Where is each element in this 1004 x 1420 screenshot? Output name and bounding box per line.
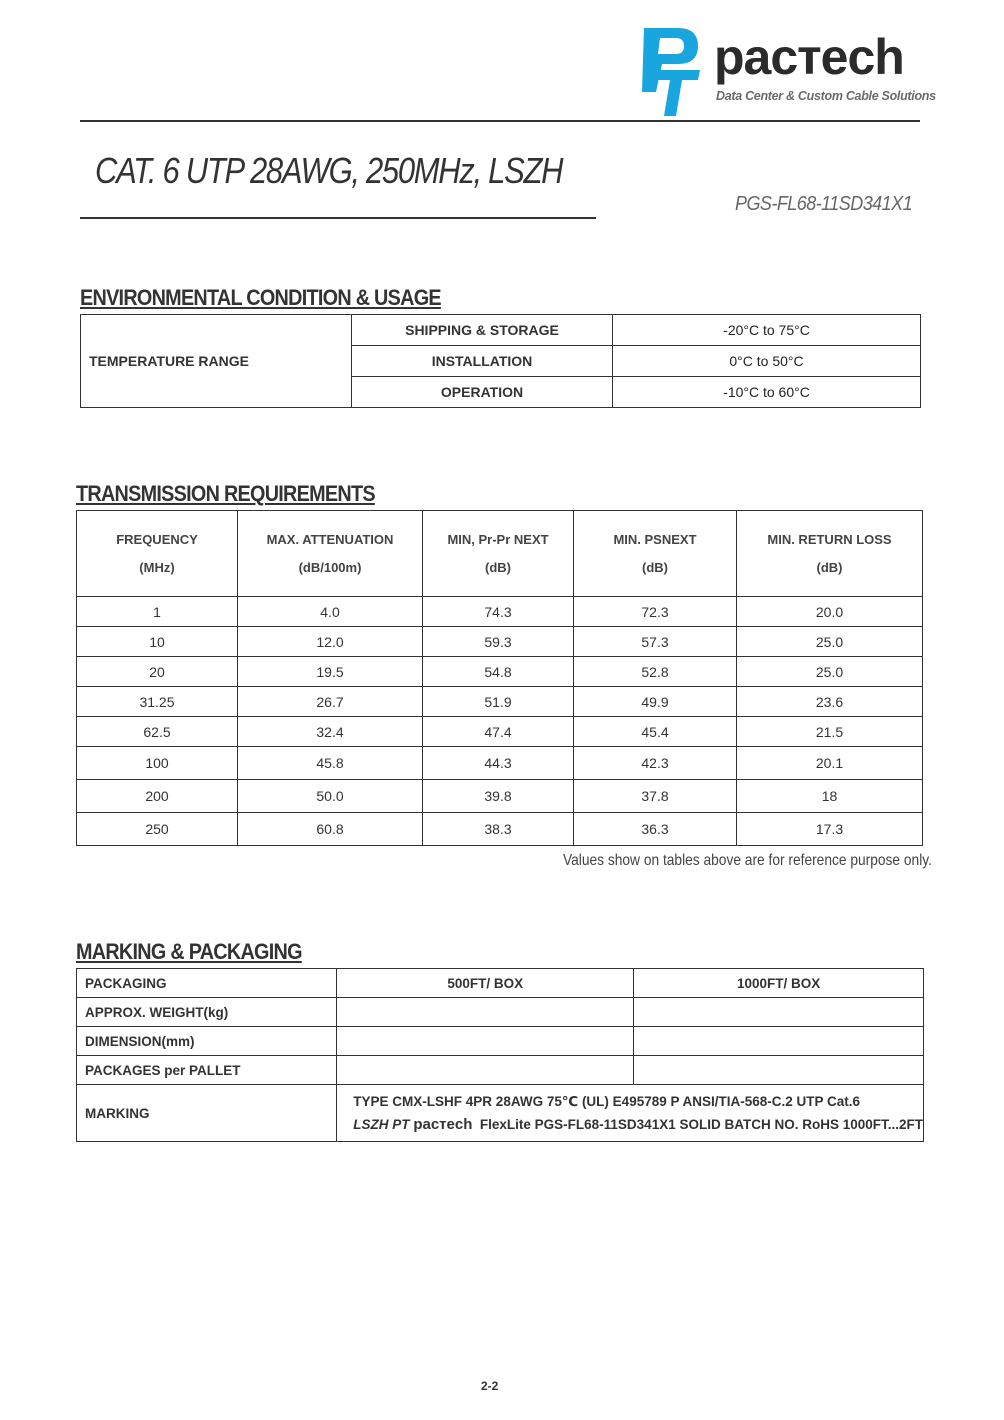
table-cell: 59.3 — [423, 627, 574, 657]
document-title: CAT. 6 UTP 28AWG, 250MHz, LSZH — [95, 150, 563, 191]
environmental-table — [80, 314, 921, 408]
table-cell: 25.0 — [737, 657, 923, 687]
table-row — [77, 1056, 924, 1085]
table-header-row — [77, 969, 924, 998]
column-header: MAX. ATTENUATION (dB/100m) — [238, 511, 423, 597]
packaging-table — [76, 968, 924, 1142]
table-cell: 45.8 — [238, 747, 423, 780]
table-cell: 60.8 — [238, 813, 423, 846]
table-cell: 51.9 — [423, 687, 574, 717]
table-row — [77, 1027, 924, 1056]
table-row — [81, 315, 921, 346]
marking-label: MARKING — [77, 1085, 337, 1142]
row-label: PACKAGES per PALLET — [77, 1056, 337, 1085]
table-row — [77, 717, 923, 747]
value-cell — [337, 1056, 634, 1085]
table-cell: 37.8 — [574, 780, 737, 813]
column-header-1000ft: 1000FT/ BOX — [634, 969, 924, 998]
value-cell: -20°C to 75°C — [613, 315, 921, 346]
table-cell: 31.25 — [77, 687, 238, 717]
condition-cell: INSTALLATION — [352, 346, 613, 377]
environmental-section-title: ENVIRONMENTAL CONDITION & USAGE — [80, 285, 441, 310]
table-cell: 10 — [77, 627, 238, 657]
table-cell: 23.6 — [737, 687, 923, 717]
table-cell: 54.8 — [423, 657, 574, 687]
title-underline — [80, 217, 596, 219]
table-cell: 74.3 — [423, 597, 574, 627]
table-cell: 49.9 — [574, 687, 737, 717]
table-cell: 45.4 — [574, 717, 737, 747]
header-divider — [80, 120, 920, 122]
column-header: FREQUENCY (MHz) — [77, 511, 238, 597]
table-cell: 250 — [77, 813, 238, 846]
page-number: 2-2 — [481, 1379, 499, 1393]
marking-line-1: TYPE CMX-LSHF 4PR 28AWG 75℃ (UL) E495789 P ANSI/TIA-568-C.2 UTP Cat.6 — [353, 1094, 861, 1109]
table-cell: 57.3 — [574, 627, 737, 657]
marking-line-2: LSZH PT pacтech FlexLite PGS-FL68-11SD341X1 SOLID BATCH NO. RoHS 1000FT...2FT — [353, 1116, 923, 1133]
value-cell — [337, 1027, 634, 1056]
table-cell: 25.0 — [737, 627, 923, 657]
table-row — [77, 813, 923, 846]
table-cell: 19.5 — [238, 657, 423, 687]
table-row — [77, 780, 923, 813]
brand-tagline: Data Center & Custom Cable Solutions — [716, 89, 936, 103]
table-cell: 21.5 — [737, 717, 923, 747]
marking-text — [337, 1085, 924, 1142]
table-header-row — [77, 511, 923, 597]
table-cell: 18 — [737, 780, 923, 813]
brand-name: pacтech — [714, 29, 904, 85]
table-cell: 12.0 — [238, 627, 423, 657]
table-cell: 26.7 — [238, 687, 423, 717]
table-row — [77, 597, 923, 627]
table-cell: 44.3 — [423, 747, 574, 780]
temperature-range-label: TEMPERATURE RANGE — [81, 315, 352, 408]
table-cell: 20 — [77, 657, 238, 687]
table-row — [77, 998, 924, 1027]
table-cell: 52.8 — [574, 657, 737, 687]
column-header-500ft: 500FT/ BOX — [337, 969, 634, 998]
table-cell: 17.3 — [737, 813, 923, 846]
table-cell: 20.1 — [737, 747, 923, 780]
marking-row — [77, 1085, 924, 1142]
row-label: DIMENSION(mm) — [77, 1027, 337, 1056]
table-cell: 50.0 — [238, 780, 423, 813]
table-row — [77, 687, 923, 717]
value-cell — [634, 1056, 924, 1085]
marking-brand: pacтech — [413, 1116, 473, 1133]
table-cell: 47.4 — [423, 717, 574, 747]
table-cell: 36.3 — [574, 813, 737, 846]
value-cell: -10°C to 60°C — [613, 377, 921, 408]
value-cell — [634, 1027, 924, 1056]
table-cell: 20.0 — [737, 597, 923, 627]
part-number: PGS-FL68-11SD341X1 — [735, 193, 913, 215]
packaging-label: PACKAGING — [77, 969, 337, 998]
table-cell: 62.5 — [77, 717, 238, 747]
packaging-section-title: MARKING & PACKAGING — [76, 939, 302, 964]
pt-logo-icon — [638, 24, 702, 120]
table-cell: 100 — [77, 747, 238, 780]
table-cell: 200 — [77, 780, 238, 813]
table-row — [77, 657, 923, 687]
value-cell — [337, 998, 634, 1027]
table-row — [77, 627, 923, 657]
table-cell: 42.3 — [574, 747, 737, 780]
table-cell: 38.3 — [423, 813, 574, 846]
reference-footnote: Values show on tables above are for reference purpose only. — [563, 852, 932, 869]
table-cell: 39.8 — [423, 780, 574, 813]
value-cell: 0°C to 50°C — [613, 346, 921, 377]
row-label: APPROX. WEIGHT(kg) — [77, 998, 337, 1027]
condition-cell: OPERATION — [352, 377, 613, 408]
table-cell: 1 — [77, 597, 238, 627]
column-header: MIN. RETURN LOSS (dB) — [737, 511, 923, 597]
transmission-section-title: TRANSMISSION REQUIREMENTS — [76, 481, 375, 506]
condition-cell: SHIPPING & STORAGE — [352, 315, 613, 346]
table-cell: 72.3 — [574, 597, 737, 627]
table-cell: 4.0 — [238, 597, 423, 627]
transmission-table — [76, 510, 923, 846]
table-cell: 32.4 — [238, 717, 423, 747]
table-row — [77, 747, 923, 780]
column-header: MIN, Pr-Pr NEXT (dB) — [423, 511, 574, 597]
value-cell — [634, 998, 924, 1027]
column-header: MIN. PSNEXT (dB) — [574, 511, 737, 597]
